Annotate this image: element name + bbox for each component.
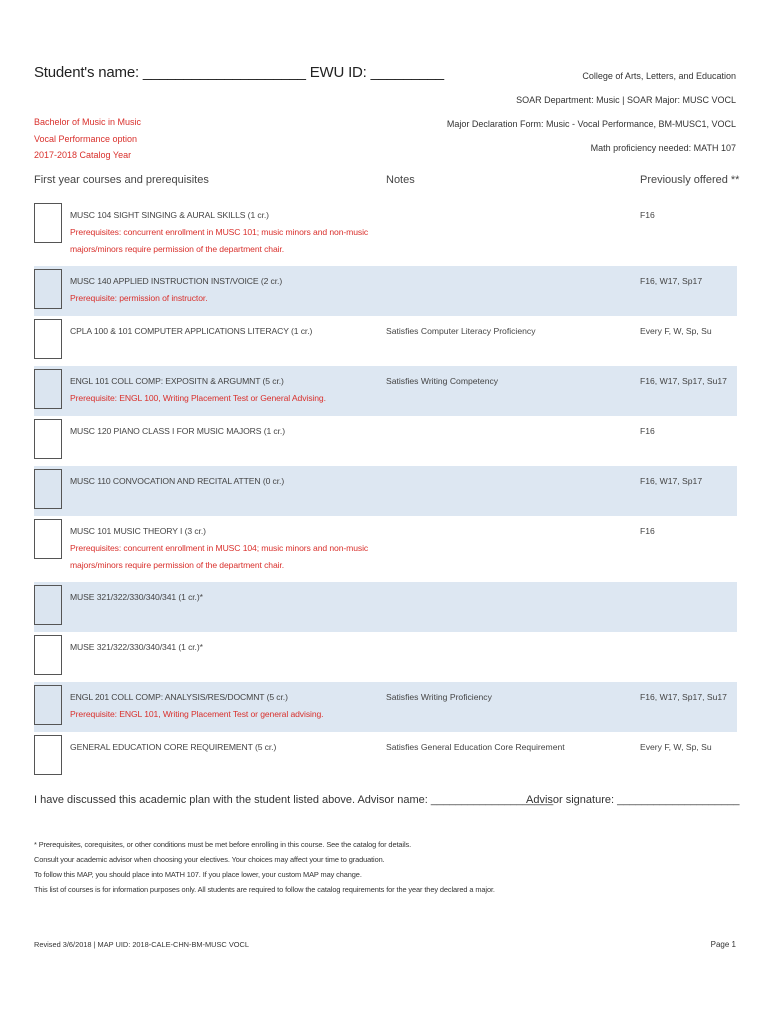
- course-row: [34, 200, 737, 266]
- course-title: GENERAL EDUCATION CORE REQUIREMENT (5 cr.): [70, 742, 277, 752]
- course-offered: F16, W17, Sp17, Su17: [640, 692, 727, 702]
- course-offered: F16: [640, 210, 655, 220]
- column-header-courses: First year courses and prerequisites: [34, 174, 209, 186]
- degree-name: Bachelor of Music in Music: [34, 117, 142, 127]
- header-info: [447, 64, 736, 160]
- course-note: Satisfies Writing Competency: [386, 376, 499, 386]
- program-info: [34, 114, 141, 164]
- course-row: [34, 516, 737, 582]
- course-title: ENGL 201 COLL COMP: ANALYSIS/RES/DOCMNT (5 cr.): [70, 692, 288, 702]
- course-title: MUSC 104 SIGHT SINGING & AURAL SKILLS (1 cr.): [70, 210, 269, 220]
- course-offered: Every F, W, Sp, Su: [640, 742, 712, 752]
- completion-checkbox[interactable]: [34, 685, 62, 725]
- course-prerequisite: Prerequisites: concurrent enrollment in MUSC 104; music minors and non-music majors/minors require permission of the department chair.: [70, 543, 369, 570]
- major-declaration: Major Declaration Form: Music - Vocal Performance, BM-MUSC1, VOCL: [446, 119, 736, 129]
- footnote-prerequisites: * Prerequisites, corequisites, or other conditions must be met before enrolling in this course. See the catalog for details.: [34, 840, 412, 849]
- completion-checkbox[interactable]: [34, 369, 62, 409]
- completion-checkbox[interactable]: [34, 469, 62, 509]
- completion-checkbox[interactable]: [34, 519, 62, 559]
- completion-checkbox[interactable]: [34, 203, 62, 243]
- course-offered: F16, W17, Sp17, Su17: [640, 376, 727, 386]
- course-row: [34, 416, 737, 466]
- footnote-disclaimer: This list of courses is for information purposes only. All students are required to follow the catalog requirements for the year they declared a major.: [34, 885, 495, 894]
- college-name: College of Arts, Letters, and Education: [582, 71, 736, 81]
- course-row: [34, 582, 737, 632]
- footnotes: [34, 837, 495, 897]
- course-note: Satisfies Computer Literacy Proficiency: [386, 326, 536, 336]
- course-offered: F16: [640, 526, 655, 536]
- column-header-notes: Notes: [386, 174, 415, 186]
- course-title: MUSE 321/322/330/340/341 (1 cr.)*: [70, 592, 203, 602]
- course-title: CPLA 100 & 101 COMPUTER APPLICATIONS LITERACY (1 cr.): [70, 326, 313, 336]
- course-prerequisite: Prerequisite: ENGL 101, Writing Placement Test or general advising.: [70, 709, 324, 719]
- course-title: MUSE 321/322/330/340/341 (1 cr.)*: [70, 642, 203, 652]
- completion-checkbox[interactable]: [34, 585, 62, 625]
- completion-checkbox[interactable]: [34, 269, 62, 309]
- course-row: [34, 632, 737, 682]
- course-title: MUSC 101 MUSIC THEORY I (3 cr.): [70, 526, 206, 536]
- student-name-id-line: Student's name: ____________________ EWU ID: _________: [34, 64, 444, 81]
- option-name: Vocal Performance option: [34, 133, 138, 144]
- advisor-signature-line: Advisor signature: ____________________: [526, 794, 740, 806]
- course-row: [34, 732, 737, 782]
- math-proficiency: Math proficiency needed: MATH 107: [590, 143, 736, 153]
- course-offered: F16, W17, Sp17: [640, 476, 703, 486]
- course-note: Satisfies General Education Core Requirement: [386, 742, 565, 752]
- page-number: Page 1: [710, 940, 736, 949]
- revision-info: Revised 3/6/2018 | MAP UID: 2018-CALE-CHN-BM-MUSC VOCL: [34, 940, 249, 949]
- course-title: MUSC 140 APPLIED INSTRUCTION INST/VOICE (2 cr.): [70, 276, 283, 286]
- course-row: [34, 316, 737, 366]
- course-row: [34, 266, 737, 316]
- footnote-math: To follow this MAP, you should place into MATH 107. If you place lower, your custom MAP may change.: [34, 870, 362, 879]
- course-row: [34, 466, 737, 516]
- catalog-year: 2017-2018 Catalog Year: [34, 150, 132, 160]
- completion-checkbox[interactable]: [34, 319, 62, 359]
- course-row: [34, 682, 737, 732]
- course-prerequisite: Prerequisite: permission of instructor.: [70, 293, 208, 303]
- soar-department: SOAR Department: Music | SOAR Major: MUSC VOCL: [516, 95, 736, 105]
- course-offered: Every F, W, Sp, Su: [640, 326, 712, 336]
- course-title: ENGL 101 COLL COMP: EXPOSITN & ARGUMNT (5 cr.): [70, 376, 284, 386]
- course-title: MUSC 120 PIANO CLASS I FOR MUSIC MAJORS (1 cr.): [70, 426, 285, 436]
- course-list: [34, 200, 737, 782]
- footnote-electives: Consult your academic advisor when choosing your electives. Your choices may affect your time to graduation.: [34, 855, 385, 864]
- completion-checkbox[interactable]: [34, 635, 62, 675]
- course-offered: F16, W17, Sp17: [640, 276, 703, 286]
- course-offered: F16: [640, 426, 655, 436]
- course-note: Satisfies Writing Proficiency: [386, 692, 492, 702]
- course-title: MUSC 110 CONVOCATION AND RECITAL ATTEN (0 cr.): [70, 476, 285, 486]
- completion-checkbox[interactable]: [34, 419, 62, 459]
- column-header-offered: Previously offered **: [640, 174, 740, 186]
- completion-checkbox[interactable]: [34, 735, 62, 775]
- course-prerequisite: Prerequisites: concurrent enrollment in MUSC 101; music minors and non-music majors/minors require permission of the department chair.: [70, 227, 369, 254]
- course-prerequisite: Prerequisite: ENGL 100, Writing Placement Test or General Advising.: [70, 393, 326, 403]
- course-row: [34, 366, 737, 416]
- advisor-name-line: I have discussed this academic plan with the student listed above. Advisor name: ____________________: [34, 794, 554, 806]
